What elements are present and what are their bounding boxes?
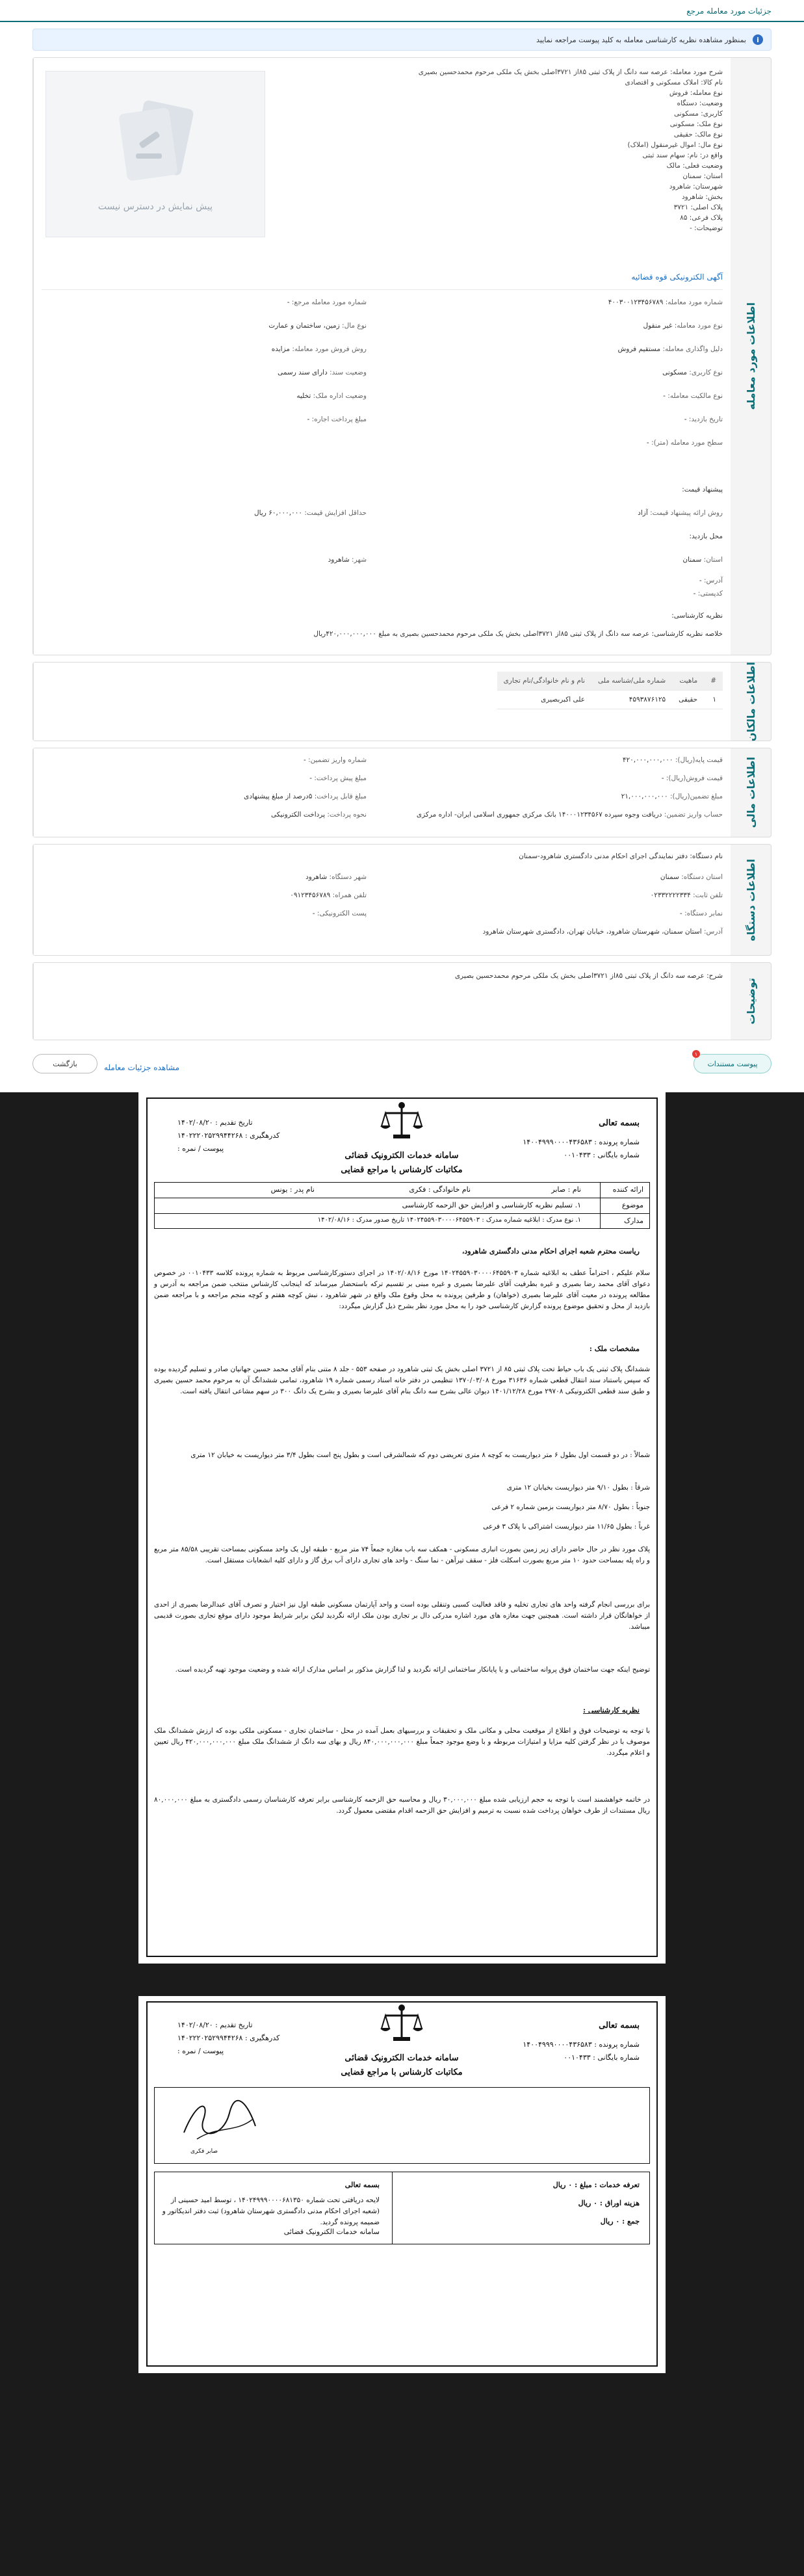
deal-desc-line: شهرستان: شاهرود	[669, 183, 723, 191]
page-header	[0, 0, 804, 22]
deal-desc-line: بخش: شاهرود	[681, 193, 723, 201]
deal-desc-line: نوع معامله: فروش	[669, 89, 723, 97]
agency-field: تلفن ثابت: ۰۲۳۳۲۲۲۲۳۳۴	[650, 891, 723, 899]
doc2-org: سامانه خدمات الکترونیک قضائی	[344, 2053, 459, 2063]
fee-title: تعرفه خدمات : مبلغ : ۰ ریال	[552, 2181, 640, 2189]
doc-subject-label: موضوع	[621, 1201, 643, 1209]
deal-desc-line: پلاک فرعی: ۸۵	[680, 214, 723, 222]
agency-field: آدرس: استان سمنان، شهرستان شاهرود، خیابان تهران، دادگستری شهرستان شاهرود	[482, 928, 723, 936]
deal-field: نوع کاربری: مسکونی	[662, 369, 723, 376]
deal-field: تاریخ بازدید: -	[684, 415, 723, 423]
doc-recipient: ریاست محترم شعبه اجرای احکام مدنی دادگستری شاهرود،	[461, 1247, 640, 1255]
deal-field: نوع مالکیت معامله: -	[663, 392, 723, 400]
doc-specs-title: مشخصات ملک :	[589, 1345, 640, 1353]
owners-col-header: #	[704, 672, 723, 690]
financial-field: مبلغ قابل پرداخت: ۵درصد از مبلغ پیشنهادی	[244, 793, 367, 800]
expert-opinion-text: خلاصه نظریه کارشناسی: عرصه سه دانگ از پلاک ثبتی ۸۵از ۳۷۲۱اصلی بخش یک ملکی مرحوم محمدحسین بصیری به مبلغ ۴۲۰,۰۰۰,۰۰۰,۰۰۰ریال	[313, 630, 723, 638]
no-image-icon	[118, 98, 194, 182]
notes-section-label: توضیحات	[744, 978, 757, 1025]
min-price: حداقل افزایش قیمت: ۶۰,۰۰۰,۰۰۰ ریال	[254, 509, 367, 517]
deal-field: وضعیت اداره ملک: تخلیه	[296, 392, 367, 400]
table-cell: ۱	[704, 690, 723, 709]
attachments-button[interactable]: پیوست مستندات	[694, 1054, 772, 1073]
agency-section-label: اطلاعات دستگاه	[744, 858, 757, 941]
table-row	[497, 690, 723, 709]
agency-name: نام دستگاه: دفتر نمایندگی اجرای احکام مدنی دادگستری شاهرود-سمنان	[519, 852, 723, 860]
financial-field: شماره واریز تضمین: -	[303, 756, 367, 764]
agency-field: پست الکترونیکی: -	[312, 910, 367, 917]
deal-field: روش فروش مورد معامله: مزایده	[271, 345, 367, 353]
financial-field: نحوه پرداخت: پرداخت الکترونیکی	[270, 811, 367, 819]
signer-name: صابر فکری	[190, 2148, 218, 2155]
owners-col-header: ماهیت	[672, 672, 704, 690]
doc2-tracking: کدرهگیری : ۱۴۰۲۲۲۰۲۵۲۹۹۴۴۲۶۸	[177, 2034, 280, 2042]
signature-image	[177, 2094, 262, 2146]
deal-field: سطح مورد معامله (متر): -	[646, 439, 723, 447]
deal-field: نوع مال: زمین، ساختمان و عمارت	[268, 322, 367, 330]
deal-desc-line: پلاک اصلی: ۳۷۲۱	[673, 204, 723, 211]
doc-boundary-north: شمالاً : در دو قسمت اول بطول ۶ متر دیواریست به کوچه ۸ متری تعریضی دوم که شمالشرقی است و بطول پنج است بطول ۳/۴ متر دیواریست به خیابان ۱۲ متری	[190, 1451, 650, 1459]
doc-paragraph-3: پلاک مورد نظر در حال حاضر دارای زیر زمین بصورت انباری مسکونی - همکف سه باب مغازه جمعاً ۷۴ متر مربع - طبقه اول یک واحد مسکونی بمساحت تقریبی ۸۵/۵۸ متر مربع و راه پله بمساحت حدود ۱۰ متر مربع بصورت اسکلت فلز - سقف تیرآهن - نما سنگ - واحد های تجاری دارای آب برق گاز و دارای کلیه انشعابات مستقل است.	[154, 1545, 650, 1564]
owners-section-label: اطلاعات مالکان	[744, 661, 757, 742]
image-placeholder	[45, 71, 265, 237]
deal-section-label: اطلاعات مورد معامله	[744, 302, 757, 410]
financial-field: قیمت پایه(ریال): ۴۲۰,۰۰۰,۰۰۰,۰۰۰	[622, 756, 723, 764]
doc-file-no: شماره پرونده : ۱۴۰۰۴۹۹۹۰۰۰۰۴۳۶۵۸۳	[523, 1138, 640, 1146]
province: استان: سمنان	[682, 556, 723, 564]
suggest-method: روش ارائه پیشنهاد قیمت: آزاد	[638, 509, 723, 517]
doc-paragraph-5: توضیح اینکه جهت ساختمان فوق پروانه ساختمانی و یا پایانکار ساختمانی ارائه نگردید و لذا گزارش مذکور بر اساس مدارک ارائه شده و وضعیت موجود تهیه گردیده است.	[175, 1666, 650, 1674]
doc-docs-label: مدارک	[624, 1216, 643, 1225]
doc-applicant-label: ارائه کننده	[612, 1185, 643, 1194]
doc-header-title: بسمه تعالی	[599, 1118, 640, 1128]
notice-text: بمنظور مشاهده نظریه کارشناسی معامله به کلید پیوست مراجعه نمایید	[536, 35, 746, 44]
doc-subject: ۱. تسلیم نظریه کارشناسی و افزایش حق الزحمه کارشناسی	[402, 1201, 581, 1209]
deal-desc-line: واقع در: نام: سهام سند ثبتی	[642, 151, 723, 159]
doc2-header-title: بسمه تعالی	[599, 2021, 640, 2031]
doc-opinion: با توجه به توضیحات فوق و اطلاع از موقعیت محلی و مکانی ملک و تحقیقات و بررسیهای بعمل آمده در محل - ساختمان تجاری - مسکونی ملکی بوده که ارزش ششدانگ ملک موصوف با در نظر گرفتن کلیه مزایا و امتیازات مربوطه و با وضع موجود جمعاً مبلغ ۸۴۰,۰۰۰,۰۰۰,۰۰۰ ریال و بهای سه دانگ از ششدانگ ملک مبلغ ۴۲۰,۰۰۰,۰۰۰,۰۰۰ ریال تعیین و اعلام میگردد.	[154, 1727, 650, 1757]
doc-tracking: کدرهگیری : ۱۴۰۲۲۲۰۲۵۲۹۹۴۴۲۶۸	[177, 1131, 280, 1140]
deal-desc-line: نوع مال: اموال غیرمنقول (املاک)	[627, 141, 723, 149]
fee-total: جمع : ۰ ریال	[600, 2217, 640, 2226]
agency-field: تلفن همراه: ۰۹۱۲۳۴۵۶۷۸۹	[290, 891, 367, 899]
doc-boundary-east: شرقاً : بطول ۹/۱۰ متر دیواریست بخیابان ۱۲ متری	[506, 1484, 650, 1492]
view-deal-link[interactable]: مشاهده جزئیات معامله	[104, 1063, 179, 1072]
financial-field: حساب واریز تضمین: دریافت وجوه سپرده ۱۴۰۰۰۱۲۳۴۵۶۷ بانک مرکزی جمهوری اسلامی ایران- اداره مرکزی	[416, 811, 723, 819]
agency-section	[32, 844, 772, 956]
deal-field: دلیل واگذاری معامله: مستقیم فروش	[617, 345, 723, 353]
expert-opinion-label: نظریه کارشناسی:	[671, 612, 723, 620]
agency-field: نمابر دستگاه: -	[679, 910, 723, 917]
financial-section-label: اطلاعات مالی	[744, 757, 757, 828]
back-button[interactable]: بازگشت	[32, 1054, 97, 1073]
deal-desc-line: استان: سمنان	[682, 172, 723, 180]
deal-field: شماره مورد معامله مرجع: -	[287, 298, 367, 306]
doc2-archive-no: شماره بایگانی : ۰۰۱۰۴۳۳	[564, 2053, 640, 2062]
table-cell: علی اکبربصیری	[497, 690, 591, 709]
doc2-date: تاریخ تقدیم : ۱۴۰۲/۰۸/۲۰	[177, 2021, 253, 2029]
doc-paragraph-4: برای بررسی انجام گرفته واحد های تجاری تخلیه و فاقد فعالیت کسبی وتنقلی بوده است و واحد آپارتمان مسکونی طبقه اول نیز اختیار و تصرف آقای عبدالرضا بصیری از احدی از خواهانگان قرار داشته است. همچنین جهت مغازه های مورد اشاره مدرکی دال بر تجاری بودن ملک ارائه نگردید لیکن برابر شرایط موجود دارای موقع تجاری بصورت قدیمی میباشد.	[154, 1601, 650, 1631]
doc-org-sub: مکاتبات کارشناس با مراجع قضایی	[341, 1165, 463, 1175]
deal-desc-line: کاربری: مسکونی	[674, 110, 723, 118]
agency-field: شهر دستگاه: شاهرود	[305, 873, 367, 881]
visit-place-label: محل بازدید:	[689, 532, 723, 540]
doc-boundary-south: جنوباً : بطول ۸/۷۰ متر دیواریست بزمین شماره ۲ فرعی	[491, 1503, 650, 1511]
deal-desc-line: شرح مورد معامله: عرصه سه دانگ از پلاک ثبتی ۸۵از ۳۷۲۱اصلی بخش یک ملکی مرحوم محمدحسین بصیری	[418, 68, 723, 76]
deal-desc-line: وضعیت: دستگاه	[677, 99, 723, 107]
doc2-org-sub: مکاتبات کارشناس با مراجع قضایی	[341, 2068, 463, 2077]
judiciary-emblem-icon	[379, 2001, 424, 2047]
doc-docs: ۱. نوع مدرک : ابلاغیه شماره مدرک : ۱۴۰۲۴۵۵۹۰۳۰۰۰۰۶۴۵۵۹۰۳ تاریخ صدور مدرک : ۱۴۰۲/۰۸/۱۶	[317, 1216, 581, 1224]
deal-desc-line: وضعیت فعلی: مالک	[666, 162, 723, 170]
deal-field: وضعیت سند: دارای سند رسمی	[278, 369, 367, 376]
table-cell: حقیقی	[672, 690, 704, 709]
financial-field: مبلغ تضمین(ریال): ۲۱,۰۰۰,۰۰۰,۰۰۰	[621, 793, 723, 800]
doc-boundary-west: غرباً : بطول ۱۱/۶۵ متر دیواریست اشتراکی با پلاک ۳ فرعی	[483, 1523, 650, 1531]
judiciary-emblem-icon	[379, 1099, 424, 1144]
financial-field: مبلغ پیش پرداخت: -	[309, 774, 367, 782]
doc-closing: در خاتمه خواهشمند است با توجه به حجم ارزیابی شده مبلغ ۳۰,۰۰۰,۰۰۰ ریال و محاسبه حق الزحمه کارشناسی برابر تعرفه کارشناسان رسمی دادگستری به مبلغ ۸۰,۰۰۰,۰۰۰ ریال مستندات از طرف خواهان پرداخت شده نسبت به ترمیم و افزایش حق الزحمه اقدام مقتضی معمول گردد.	[154, 1796, 650, 1815]
document-page-2	[138, 1996, 666, 2373]
attachment-notice	[32, 29, 772, 51]
doc2-attach: پیوست / نمره :	[177, 2047, 224, 2055]
action-bar	[32, 1051, 772, 1077]
page-title: جزئیات مورد معامله مرجع	[686, 7, 772, 16]
table-cell: ۴۵۹۳۸۷۶۱۲۵	[591, 690, 672, 709]
financial-section	[32, 748, 772, 837]
doc-archive-no: شماره بایگانی : ۰۰۱۰۴۳۳	[564, 1151, 640, 1159]
doc2-file-no: شماره پرونده : ۱۴۰۰۴۹۹۹۰۰۰۰۴۳۶۵۸۳	[523, 2040, 640, 2049]
doc-applicant-family: نام خانوادگی : فکری	[409, 1185, 471, 1194]
fee-paper: هزینه اوراق : ۰ ریال	[578, 2199, 640, 2207]
doc-applicant-name: نام : صابر	[551, 1185, 581, 1194]
footer-title: بسمه تعالی	[344, 2181, 380, 2189]
deal-field: شماره مورد معامله: ۴۰۰۳۰۰۱۲۳۴۵۶۷۸۹	[608, 298, 723, 306]
doc-attach: پیوست / نمره :	[177, 1144, 224, 1153]
no-image-text: پیش نمایش در دسترس نیست	[97, 202, 213, 212]
deal-info-section	[32, 57, 772, 655]
doc-paragraph-2: ششدانگ پلاک ثبتی یک باب حیاط تحت پلاک ثبتی ۸۵ از ۳۷۲۱ اصلی بخش یک ثبتی شاهرود در صفحه ۵۵۳ - جلد ۸ متنی بنام آقای محمد حسین جهانیان صادر و تسلیم گردیده بوده که سپس باستناد سند انتقال قطعی شماره ۳۱۶۳۶ مورخ ۱۳۷۰/۰۳/۰۸ تنظیمی در دفتر خانه اسناد رسمی شماره ۱۹ شاهرود، تمامی ششدانگ آن به مرحوم محمد حسین بصیری و طبق سند قطعی الکترونیکی ۲۹۷۰۸ مورخ ۱۴۰۱/۱۲/۲۸ دیوان عالی بشرح سه دانگ بنام آقای علیرضا بصیری و بشرح یک دانگ ۳۰۰ در سهم مشاعی انتقال یافته است.	[154, 1365, 650, 1395]
doc-date: تاریخ تقدیم : ۱۴۰۲/۰۸/۲۰	[177, 1118, 253, 1127]
suggest-label: پیشنهاد قیمت:	[682, 486, 723, 493]
deal-desc-line: نوع ملک: مسکونی	[669, 120, 723, 128]
financial-field: قیمت فروش(ریال): -	[661, 774, 723, 782]
owners-col-header: نام و نام خانوادگی/نام تجاری	[497, 672, 591, 690]
deal-desc-line: نوع مالک: حقیقی	[673, 131, 723, 138]
info-icon: i	[753, 34, 763, 45]
footer-org: سامانه خدمات الکترونیک قضائی	[283, 2228, 380, 2236]
doc-opinion-title: نظریه کارشناسی :	[582, 1706, 640, 1715]
deal-desc-line: توضیحات: -	[690, 224, 723, 232]
footer-text: لایحه دریافتی تحت شماره ۱۴۰۲۴۹۹۹۰۰۰۰۶۸۱۳۵۰ ، توسط امید حسینی از (شعبه اجرای احکام مدنی دادگستری شهرستان شاهرود) ثبت دفتر اندیکاتور و ضمیمه پرونده گردید.	[162, 2196, 380, 2226]
financial-fields	[33, 748, 731, 837]
document-page-1	[138, 1092, 666, 1964]
city: شهر: شاهرود	[328, 556, 367, 564]
doc-applicant-father: نام پدر : یونس	[270, 1185, 315, 1194]
deal-desc-line: نام کالا: املاک مسکونی و اقتصادی	[625, 79, 723, 86]
notes-text: شرح: عرصه سه دانگ از پلاک ثبتی ۸۵از ۳۷۲۱اصلی بخش یک ملکی مرحوم محمدحسین بصیری	[454, 972, 723, 980]
agency-field: استان دستگاه: سمنان	[660, 873, 723, 881]
deal-field: مبلغ پرداخت اجاره: -	[307, 415, 367, 423]
notes-section	[32, 962, 772, 1040]
owners-section	[32, 662, 772, 741]
deal-field: نوع مورد معامله: غیر منقول	[643, 322, 723, 330]
doc-paragraph-1: سلام علیکم ، احتراماً عطف به ابلاغیه شماره ۱۴۰۲۴۵۵۹۰۳۰۰۰۰۶۴۵۵۹۰۳ مورخ ۱۴۰۲/۰۸/۱۶ در اجرای دستورکارشناسی مربوط به شماره پرونده کلاسه ۰۰۱۰۴۳۳ در خصوص دعوای آقای محمد رضا بصیری و غیره بطرفیت آقای علیرضا بصیری و غیره مبنی بر تقسیم ترکه باستحضار میرساند که اینجانب کارشناس منتخب ضمن مراجعه به آدرس و مطالعه پرونده در معیت آقای علیرضا بصیری (خواهان) و طرفین پرونده به محل وقوع ملک واقع در شهر شاهرود ، نبش کوچه هفتم و کوچه منجم مراجعه و با مراجعه ضمن بازدید از محل و تحقیق موضوع پرونده گزارش کارشناسی خود را به محل مورد نظر بشرح ذیل گزارش میگردد:	[154, 1269, 650, 1310]
e-ad-link[interactable]: آگهی الکترونیکی قوه قضائیه	[631, 272, 723, 282]
postal-code: کدپستی: -	[693, 590, 723, 598]
attachments-count-badge: ۱	[692, 1050, 700, 1058]
owners-col-header: شماره ملی/شناسه ملی	[591, 672, 672, 690]
doc-org: سامانه خدمات الکترونیک قضائی	[344, 1151, 459, 1161]
owners-table	[497, 672, 723, 709]
address: آدرس: -	[699, 577, 723, 585]
